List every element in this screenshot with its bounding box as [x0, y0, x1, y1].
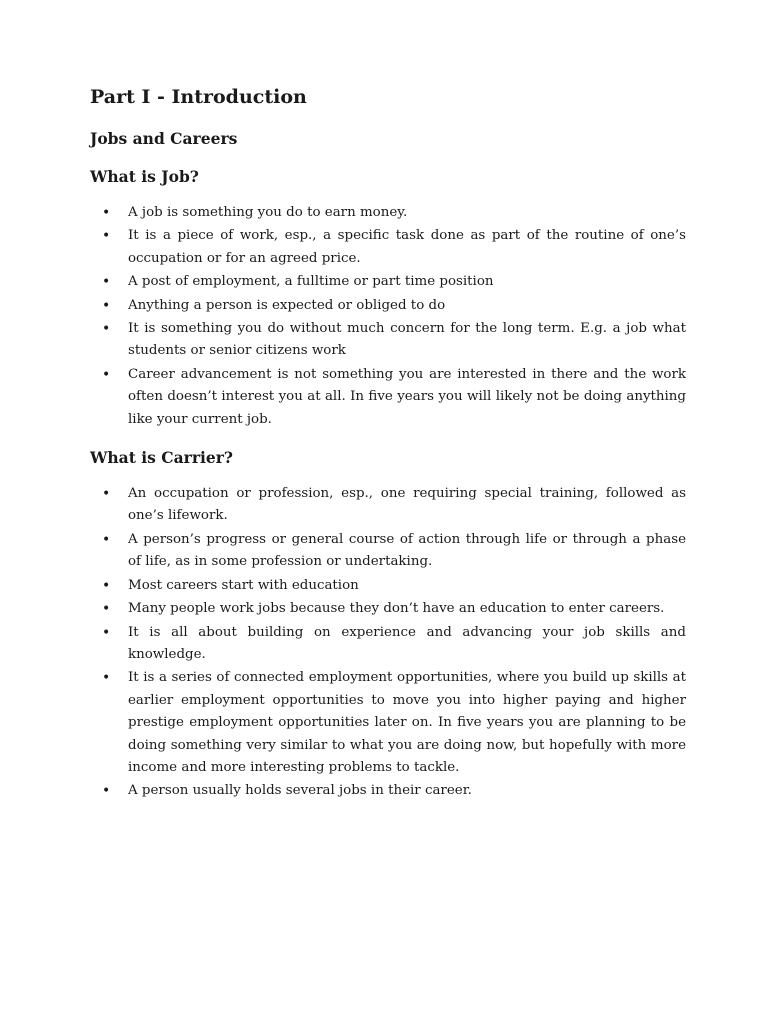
document-page: [90, 84, 686, 819]
job-bullet-item: • A post of employment, a fulltime or part time position: [90, 271, 686, 293]
job-bullet-item: • Anything a person is expected or obliged to do: [90, 295, 686, 317]
career-heading: What is Carrier?: [90, 448, 233, 468]
job-bullet-item: • Career advancement is not something you are interested in there and the work often doesn’t interest you at all. In five years you will likely not be doing anything like your current job.: [90, 364, 686, 431]
career-bullet-item: • It is a series of connected employment opportunities, where you build up skills at earlier employment opportunities to move you into higher paying and higher prestige employment opportunities later on. In five years you are planning to be doing something very similar to what you are doing now, but hopefully with more income and more interesting problems to tackle.: [90, 667, 686, 779]
career-bullet-item: • Many people work jobs because they don’t have an education to enter careers.: [90, 598, 686, 620]
job-bullet-item: • A job is something you do to earn money.: [90, 202, 686, 224]
job-heading: What is Job?: [90, 167, 199, 186]
part-title: Part I - Introduction: [90, 86, 307, 108]
career-bullet-item: • Most careers start with education: [90, 575, 686, 597]
job-bullet-item: • It is something you do without much concern for the long term. E.g. a job what students or senior citizens work: [90, 318, 686, 363]
career-bullet-item: • A person’s progress or general course of action through life or through a phase of life, as in some profession or undertaking.: [90, 529, 686, 574]
career-bullet-item: • An occupation or profession, esp., one requiring special training, followed as one’s lifework.: [90, 483, 686, 528]
job-bullet-list: [90, 202, 686, 431]
career-bullet-list: [90, 483, 686, 803]
career-bullet-item: • A person usually holds several jobs in their career.: [90, 780, 686, 802]
career-bullet-item: • It is all about building on experience and advancing your job skills and knowledge.: [90, 622, 686, 667]
job-bullet-item: • It is a piece of work, esp., a specific task done as part of the routine of one’s occupation or for an agreed price.: [90, 225, 686, 270]
section-title: Jobs and Careers: [90, 129, 238, 148]
